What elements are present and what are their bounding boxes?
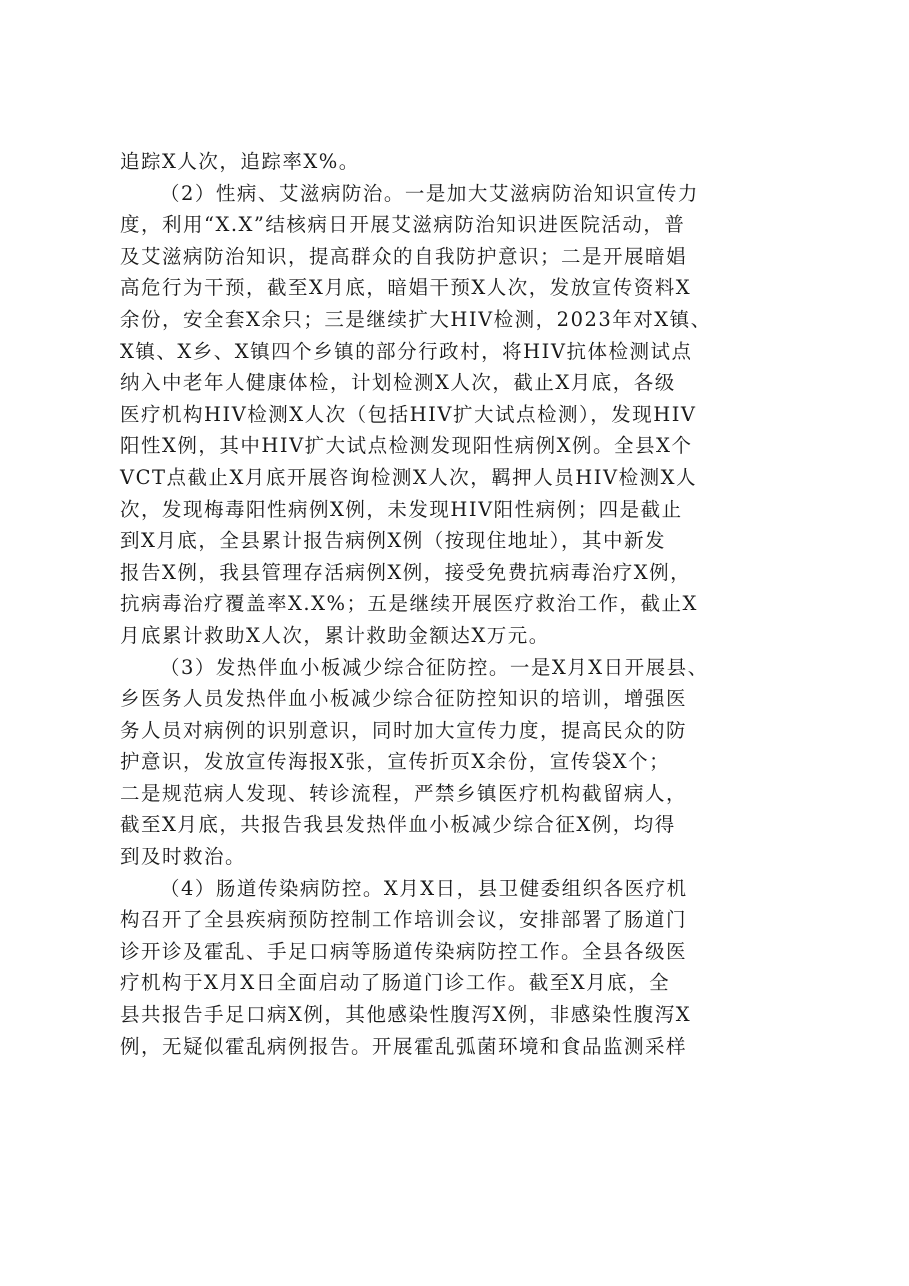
text-line: 构召开了全县疾病预防控制工作培训会议，安排部署了肠道门 — [120, 908, 688, 932]
text-line: 二是规范病人发现、转诊流程，严禁乡镇医疗机构截留病人， — [120, 781, 688, 805]
text-line: 及艾滋病防治知识，提高群众的自我防护意识；二是开展暗娼 — [120, 244, 688, 268]
text-line: 高危行为干预，截至X月底，暗娼干预X人次，发放宣传资料X — [120, 276, 692, 300]
text-line: 报告X例，我县管理存活病例X例，接受免费抗病毒治疗X例， — [120, 560, 692, 584]
text-line: （3）发热伴血小板减少综合征防控。一是X月X日开展县、 — [160, 655, 709, 679]
text-line: 疗机构于X月X日全面启动了肠道门诊工作。截至X月底，全 — [120, 971, 671, 995]
text-line: 例，无疑似霍乱病例报告。开展霍乱弧菌环境和食品监测采样 — [120, 1034, 688, 1058]
text-line: 纳入中老年人健康体检，计划检测X人次，截止X月底，各级 — [120, 371, 676, 395]
text-line: 次，发现梅毒阳性病例X例，未发现HIV阳性病例；四是截止 — [120, 497, 683, 521]
text-line: 医疗机构HIV检测X人次（包括HIV扩大试点检测），发现HIV — [120, 402, 697, 426]
text-line: 月底累计救助X人次，累计救助金额达X万元。 — [120, 623, 550, 647]
text-line: 到及时救治。 — [120, 845, 247, 869]
text-line: 到X月底，全县累计报告病例X例（按现住地址），其中新发 — [120, 529, 667, 553]
text-line: 乡医务人员发热伴血小板减少综合征防控知识的培训，增强医 — [120, 687, 688, 711]
text-line: （2）性病、艾滋病防治。一是加大艾滋病防治知识宣传力 — [160, 181, 699, 205]
text-line: 务人员对病例的识别意识，同时加大宣传力度，提高民众的防 — [120, 718, 688, 742]
text-line: （4）肠道传染病防控。X月X日，县卫健委组织各医疗机 — [160, 876, 688, 900]
text-line: 诊开诊及霍乱、手足口病等肠道传染病防控工作。全县各级医 — [120, 939, 688, 963]
text-line: 护意识，发放宣传海报X张，宣传折页X余份，宣传袋X个； — [120, 750, 671, 774]
text-line: X镇、X乡、X镇四个乡镇的部分行政村，将HIV抗体检测试点 — [120, 339, 693, 363]
text-line: 截至X月底，共报告我县发热伴血小板减少综合征X例，均得 — [120, 813, 676, 837]
text-line: 度，利用“X.X”结核病日开展艾滋病防治知识进医院活动，普 — [120, 213, 686, 237]
text-line: 抗病毒治疗覆盖率X.X%；五是继续开展医疗救治工作，截止X — [120, 592, 698, 616]
text-line: 县共报告手足口病X例，其他感染性腹泻X例，非感染性腹泻X — [120, 1003, 692, 1027]
text-line: 余份，安全套X余只；三是继续扩大HIV检测，2023年对X镇、 — [120, 307, 712, 331]
document-body — [120, 146, 808, 1062]
text-line: 追踪X人次，追踪率X%。 — [120, 150, 360, 173]
text-line: 阳性X例，其中HIV扩大试点检测发现阳性病例X例。全县X个 — [120, 434, 693, 458]
text-line: VCT点截止X月底开展咨询检测X人次，羁押人员HIV检测X人 — [120, 465, 697, 489]
